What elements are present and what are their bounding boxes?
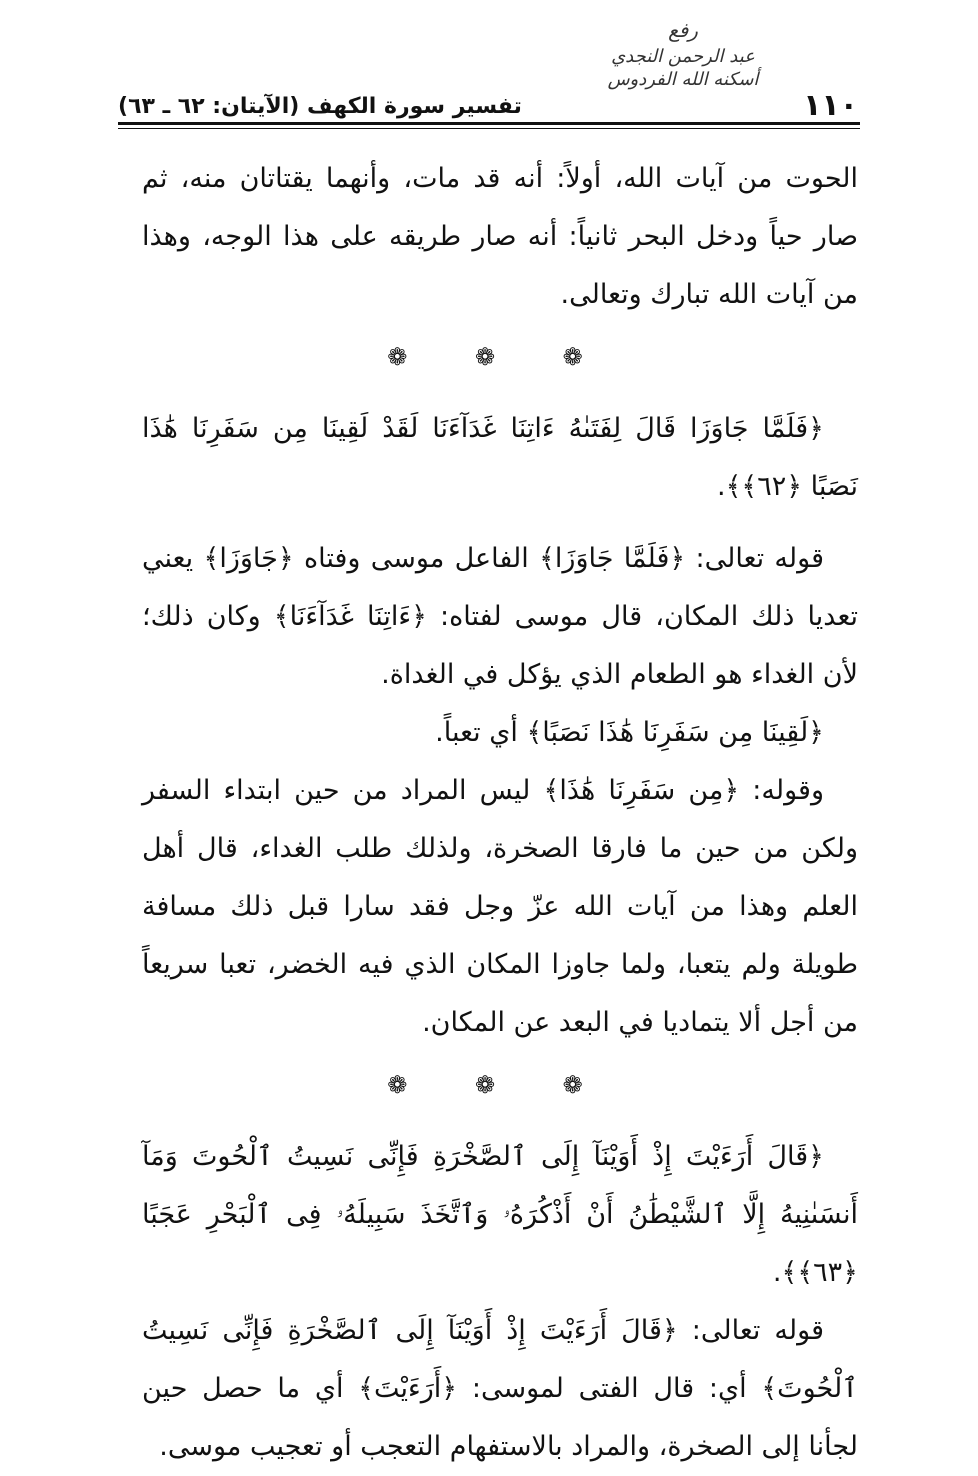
header-rule-thin [118,128,860,129]
running-title: تفسير سورة الكهف (الآيتان: ٦٢ ـ ٦٣) [118,94,522,119]
paragraph-1: الحوت من آيات الله، أولاً: أنه قد مات، وأنهما يقتاتان منه، ثم صار حياً ودخل البحر ثانياً: أنه صار طريقه على هذا الوجه، وهذا من آيات الله تبارك وتعالى. [142,163,858,310]
paragraph-4: وقوله: ﴿مِن سَفَرِنَا هَٰذَا﴾ ليس المراد من حين ابتداء السفر ولكن من حين ما فارقا الصخرة، ولذلك طلب الغداء، قال أهل العلم وهذا من آيات الله عزّ وجل فقد سارا قبل ذلك مسافة طويلة ولم يتعبا، ولما جاوزا المكان الذي فيه الخضر، تعبا سريعاً من أجل ألا يتماديا في البعد عن المكان. [142,775,858,1038]
spacer [142,516,858,530]
page-number: ١١٠ [803,88,858,123]
page-header [118,18,858,128]
paragraph-2: قوله تعالى: ﴿فَلَمَّا جَاوَزَا﴾ الفاعل موسى وفتاه ﴿جَاوَزَا﴾ يعني تعديا ذلك المكان، قال موسى لفتاه: ﴿ءَاتِنَا غَدَآءَنَا﴾ وكان ذلك؛ لأن الغداء هو الطعام الذي يؤكل في الغداة. [142,543,858,690]
stamp-line-3: أسكنه الله الفردوس [607,69,759,90]
stamp-line-2: عبد الرحمن النجدي [611,46,755,67]
page-body [142,150,858,1476]
quran-verse-63: ﴿قَالَ أَرَءَيْتَ إِذْ أَوَيْنَآ إِلَى ٱلصَّخْرَةِ فَإِنِّى نَسِيتُ ٱلْحُوتَ وَمَآ أَنسَىٰنِيهُ إِلَّا ٱلشَّيْطَٰنُ أَنْ أَذْكُرَهُۥ وَٱتَّخَذَ سَبِيلَهُۥ فِى ٱلْبَحْرِ عَجَبًا ﴿٦٣﴾﴾. [142,1141,858,1288]
paragraph-5: قوله تعالى: ﴿قَالَ أَرَءَيْتَ إِذْ أَوَيْنَآ إِلَى ٱلصَّخْرَةِ فَإِنِّى نَسِيتُ ٱلْحُوتَ﴾ أي: قال الفتى لموسى: ﴿أَرَءَيْتَ﴾ أي ما حصل حين لجأنا إلى الصخرة، والمراد بالاستفهام التعجب أو تعجيب موسى. [142,1315,858,1462]
stamp-line-1: رفع [668,18,698,42]
paragraph-3: ﴿لَقِينَا مِن سَفَرِنَا هَٰذَا نَصَبًا﴾ أي تعباً. [435,717,824,748]
handwritten-stamp [598,18,768,118]
section-separator-2: ❁ ❁ ❁ [387,1071,613,1099]
header-rule [118,122,860,125]
section-separator-1: ❁ ❁ ❁ [387,343,613,371]
quran-verse-62: ﴿فَلَمَّا جَاوَزَا قَالَ لِفَتَىٰهُ ءَاتِنَا غَدَآءَنَا لَقَدْ لَقِينَا مِن سَفَرِنَا هَٰذَا نَصَبًا ﴿٦٢﴾﴾. [142,413,858,502]
